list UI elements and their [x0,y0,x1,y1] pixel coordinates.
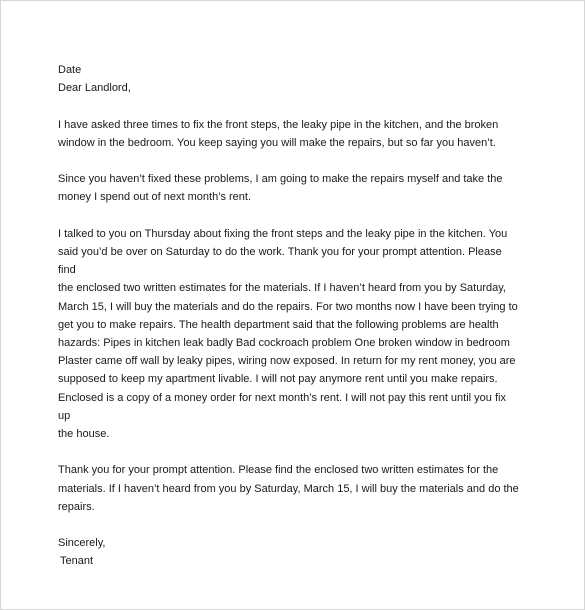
spacer [58,443,520,461]
letter-paragraph-3: I talked to you on Thursday about fixing the front steps and the leaky pipe in the kitchen. You said you’d be over on Saturday to do the work. Thank you for your prompt attention. Please find the enclosed two written estimates for the materials. If I haven’t heard from you by Saturday, March 15, I will buy the materials and do the repairs. For two months now I have been trying to get you to make repairs. The health department said that the following problems are health hazards: Pipes in kitchen leak badly Bad cockroach problem One broken window in bedroom Plaster came off wall by leaky pipes, wiring now exposed. In return for my rent money, you are supposed to keep my apartment livable. I will not pay anymore rent until you make repairs. Enclosed is a copy of a money order for next month’s rent. I will not pay this rent until you fix up the house. [58,227,518,441]
spacer [58,516,520,534]
letter-date: Date [58,64,82,76]
letter-salutation: Dear Landlord, [58,82,131,95]
letter-closing: Sincerely, [58,537,106,550]
letter-paragraph-1: I have asked three times to fix the front steps, the leaky pipe in the kitchen, and the broken window in the bedroom. You keep saying you will make the repairs, but so far you haven’t. [58,118,499,149]
letter-signature: Tenant [60,555,94,568]
letter-body [58,61,520,571]
spacer [58,97,520,115]
spacer [58,207,520,225]
letter-paragraph-2: Since you haven’t fixed these problems, I am going to make the repairs myself and take the money I spend out of next month’s rent. [58,173,503,204]
spacer [58,152,520,170]
letter-paragraph-4: Thank you for your prompt attention. Please find the enclosed two written estimates for the materials. If I haven’t heard from you by Saturday, March 15, I will buy the materials and do the repairs. [58,464,519,513]
